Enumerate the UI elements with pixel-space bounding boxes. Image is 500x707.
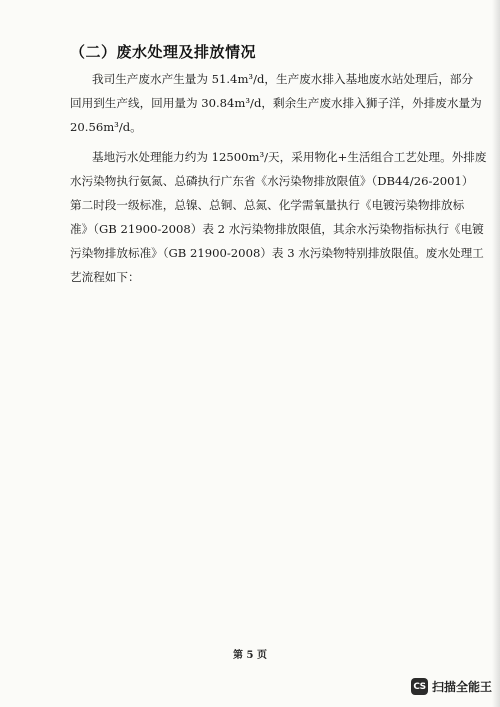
camscanner-logo-icon: CS xyxy=(411,678,428,695)
paragraph-wastewater-volume xyxy=(70,67,482,139)
paragraph-line: 艺流程如下： xyxy=(70,270,140,284)
paragraph-line: 水污染物执行氨氮、总磷执行广东省《水污染物排放限值》（DB44/26-2001） xyxy=(70,174,474,188)
scan-edge-shadow xyxy=(492,0,500,707)
paragraph-line: 我司生产废水产生量为 51.4m³/d，生产废水排入基地废水站处理后，部分 xyxy=(92,72,474,86)
paragraph-line: 20.56m³/d。 xyxy=(70,120,142,134)
paragraph-line: 基地污水处理能力约为 12500m³/天，采用物化+生活组合工艺处理。外排废 xyxy=(92,150,487,164)
paragraph-treatment-standards xyxy=(70,145,487,289)
page-number: 第 5 页 xyxy=(233,650,267,661)
paragraph-line: 污染物排放标准》（GB 21900-2008）表 3 水污染物特别排放限值。废水处理工 xyxy=(70,246,484,260)
paragraph-line: 第二时段一级标准，总镍、总铜、总氮、化学需氧量执行《电镀污染物排放标 xyxy=(70,198,465,212)
paragraph-line: 回用到生产线，回用量为 30.84m³/d，剩余生产废水排入狮子洋，外排废水量为 xyxy=(70,96,482,110)
section-heading: （二）废水处理及排放情况 xyxy=(70,43,257,61)
paragraph-line: 准》（GB 21900-2008）表 2 水污染物排放限值，其余水污染物指标执行《电镀 xyxy=(70,222,484,236)
watermark-app-name: 扫描全能王 xyxy=(431,680,492,694)
scanner-watermark xyxy=(411,678,492,695)
